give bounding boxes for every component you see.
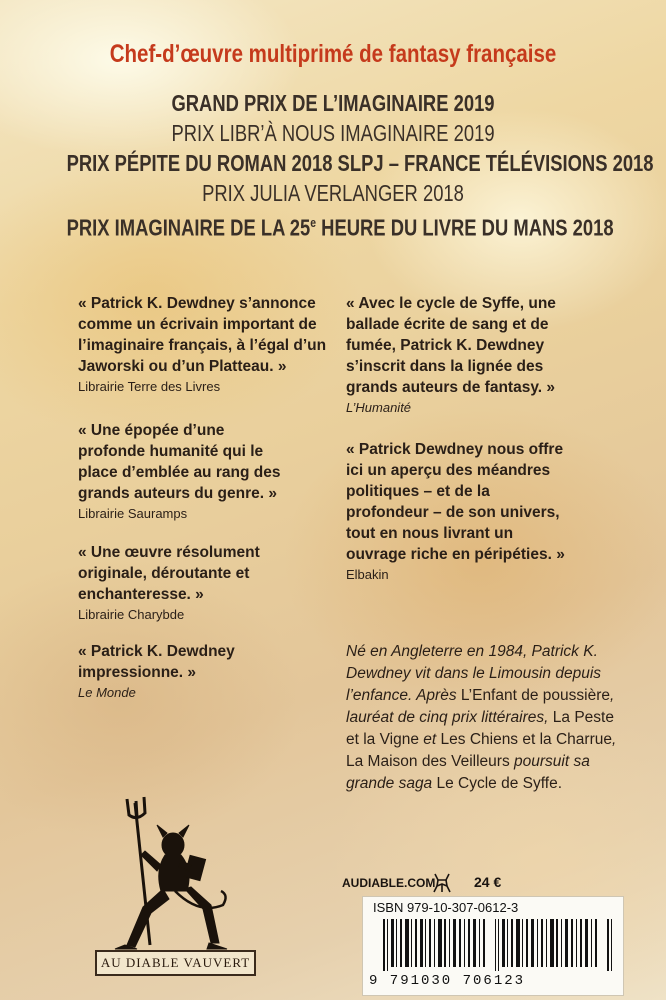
quote-block: [78, 293, 336, 397]
horned-devil-icon: [431, 872, 453, 894]
publisher-logo: [95, 795, 265, 975]
bio-title: L’Enfant de poussière: [460, 687, 610, 704]
prize-item: PRIX IMAGINAIRE DE LA 25e HEURE DU LIVRE DU MANS 2018: [66, 214, 614, 241]
bio-title: La Peste et la Vigne: [346, 709, 614, 748]
quote-source: L’Humanité: [346, 400, 412, 415]
author-bio: [346, 641, 626, 795]
quote-source: Elbakin: [346, 567, 389, 582]
bio-segment: ,: [611, 731, 617, 748]
bio-title: La Maison des Veilleurs: [346, 753, 510, 770]
quote-text: « Avec le cycle de Syffe, une ballade écrite de sang et de fumée, Patrick K. Dewdney s’inscrit dans la lignée des grands auteurs de fantasy. »: [346, 295, 556, 396]
quote-block: [346, 293, 586, 418]
devil-with-trident-icon: [95, 795, 255, 953]
quote-text: « Une œuvre résolument originale, déroutante et enchanteresse. »: [78, 544, 260, 603]
isbn-label: ISBN 979-10-307-0612-3: [373, 900, 519, 915]
quote-source: Librairie Charybde: [78, 607, 185, 622]
prize-item: PRIX JULIA VERLANGER 2018: [202, 180, 464, 206]
quote-block: [78, 641, 278, 703]
quote-source: Librairie Sauramps: [78, 506, 188, 521]
headline: Chef-d’œuvre multiprimé de fantasy française: [109, 40, 557, 68]
quote-block: [78, 542, 278, 625]
website-label: AUDIABLE.COM: [342, 876, 436, 890]
quote-text: « Patrick K. Dewdney impressionne. »: [78, 643, 235, 681]
price-label: 24 €: [474, 874, 502, 890]
bio-segment: , lauréat de cinq prix littéraires,: [346, 687, 615, 726]
bio-title: Le Cycle de Syffe.: [436, 775, 563, 792]
quote-text: « Une épopée d’une profonde humanité qui le place d’emblée au rang des grands auteurs du genre. »: [78, 422, 281, 502]
prize-item: GRAND PRIX DE L’IMAGINAIRE 2019: [171, 90, 495, 116]
quote-block: [346, 439, 571, 585]
quote-source: Le Monde: [78, 685, 136, 700]
publisher-name: AU DIABLE VAUVERT: [95, 950, 256, 976]
bio-segment: poursuit sa grande saga: [346, 753, 590, 792]
prize-item: PRIX LIBR’À NOUS IMAGINAIRE 2019: [171, 120, 495, 146]
quote-text: « Patrick Dewdney nous offre ici un aperçu des méandres politiques – et de la profondeur – de son univers, tout en nous livrant un ouvrage riche en péripéties. »: [346, 441, 565, 563]
quote-source: Librairie Terre des Livres: [78, 379, 221, 394]
barcode-number: 9 791030 706123: [369, 973, 526, 989]
bio-title: Les Chiens et la Charrue: [440, 731, 612, 748]
quote-block: [78, 420, 293, 524]
barcode-bars: [383, 919, 615, 971]
bio-segment: et: [418, 731, 441, 748]
bio-segment: Né en Angleterre en 1984, Patrick K. Dewdney vit dans le Limousin depuis l’enfance. Après: [346, 643, 602, 704]
prize-item: PRIX PÉPITE DU ROMAN 2018 SLPJ – FRANCE TÉLÉVISIONS 2018: [66, 150, 654, 176]
barcode: [362, 896, 624, 996]
prize-list: [0, 88, 666, 243]
quote-text: « Patrick K. Dewdney s’annonce comme un écrivain important de l’imaginaire français, à l’égal d’un Jaworski ou d’un Platteau. »: [78, 295, 327, 375]
